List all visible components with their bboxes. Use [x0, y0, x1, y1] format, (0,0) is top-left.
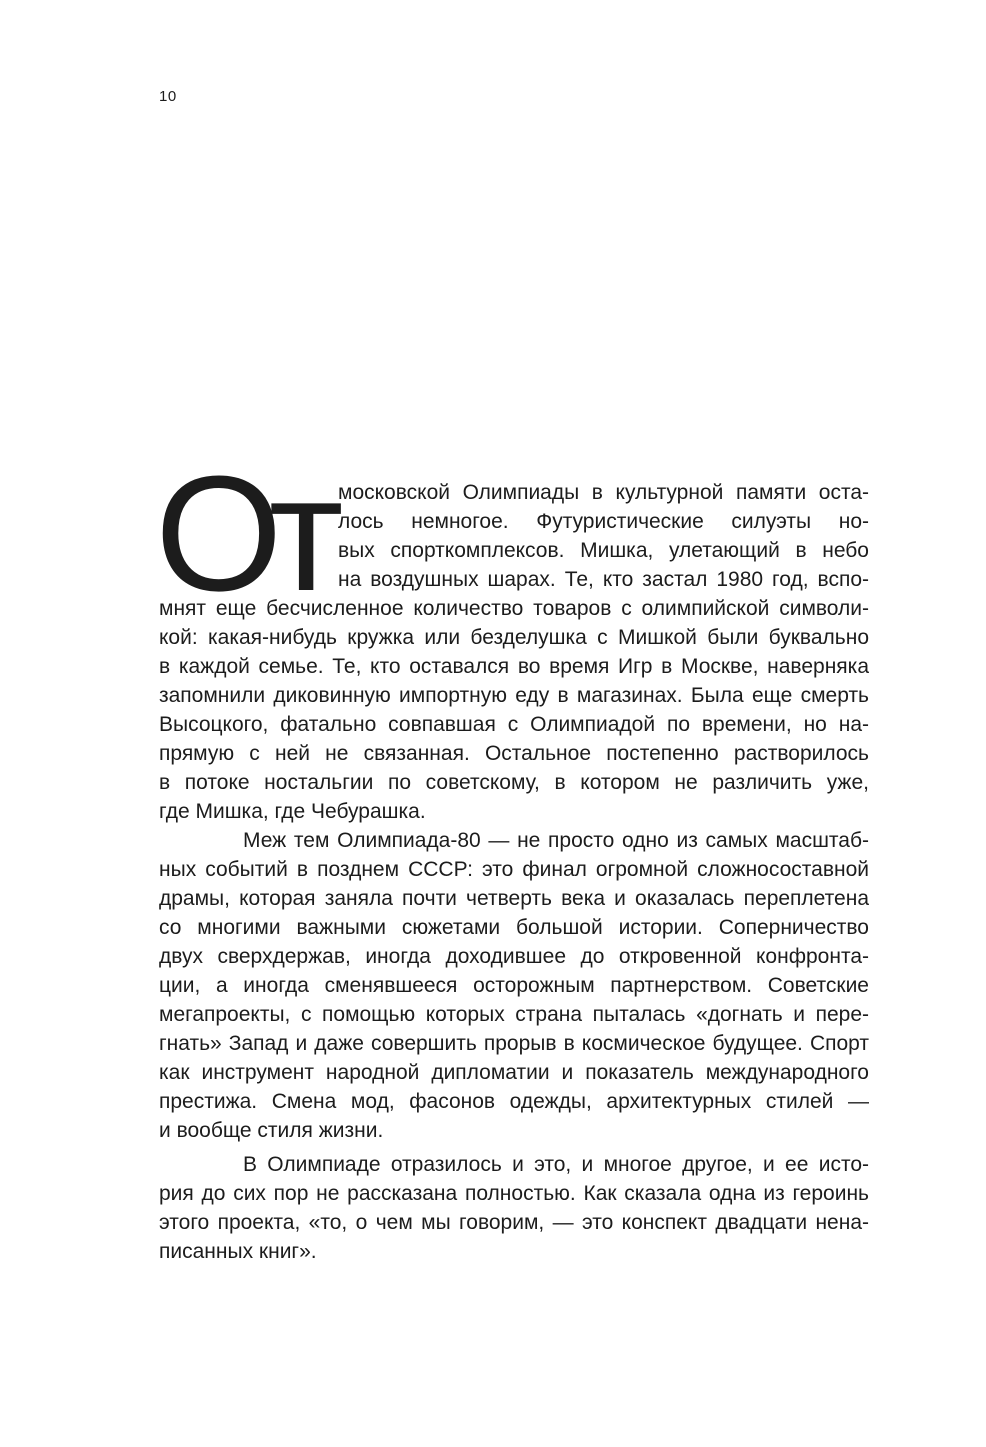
text-line: мегапроекты, с помощью которых страна пыталась «догнать и пере-	[159, 1003, 869, 1026]
text-line: престижа. Смена мод, фасонов одежды, архитектурных стилей —	[159, 1090, 869, 1113]
text-line: вых спорткомплексов. Мишка, улетающий в небо	[338, 539, 869, 562]
text-line: прямую с ней не связанная. Остальное постепенно растворилось	[159, 742, 869, 765]
text-line: Меж тем Олимпиада-80 — не просто одно из самых масштаб-	[243, 829, 869, 852]
text-line: московской Олимпиады в культурной памяти оста-	[338, 481, 869, 504]
text-line: этого проекта, «то, о чем мы говорим, — это конспект двадцати нена-	[159, 1211, 869, 1234]
paragraph-2-block	[159, 826, 869, 1145]
paragraph-1-dropcap-block	[338, 478, 869, 594]
text-line: где Мишка, где Чебурашка.	[159, 800, 426, 823]
text-line: Высоцкого, фатально совпавшая с Олимпиадой по времени, но на-	[159, 713, 869, 736]
text-line: в потоке ностальгии по советскому, в котором не различить уже,	[159, 771, 869, 794]
text-line: гнать» Запад и даже совершить прорыв в космическое будущее. Спорт	[159, 1032, 869, 1055]
text-line: лось немногое. Футуристические силуэты но-	[338, 510, 869, 533]
text-line: ции, а иногда сменявшееся осторожным партнерством. Советские	[159, 974, 869, 997]
text-line: как инструмент народной дипломатии и показатель международного	[159, 1061, 869, 1084]
text-line: ных событий в позднем СССР: это финал огромной сложносоставной	[159, 858, 869, 881]
text-line: на воздушных шарах. Те, кто застал 1980 год, вспо-	[338, 568, 869, 591]
paragraph-1-block	[159, 594, 869, 826]
drop-cap: От	[155, 442, 330, 625]
text-line: двух сверхдержав, иногда доходившее до откровенной конфронта-	[159, 945, 869, 968]
text-line: и вообще стиля жизни.	[159, 1119, 384, 1142]
text-line: рия до сих пор не рассказана полностью. Как сказала одна из героинь	[159, 1182, 869, 1205]
text-line: в каждой семье. Те, кто оставался во время Игр в Москве, наверняка	[159, 655, 869, 678]
text-line: запомнили диковинную импортную еду в магазинах. Была еще смерть	[159, 684, 869, 707]
text-line: В Олимпиаде отразилось и это, и многое другое, и ее исто-	[243, 1153, 869, 1176]
text-line: драмы, которая заняла почти четверть века и оказалась переплетена	[159, 887, 869, 910]
text-line: мнят еще бесчисленное количество товаров с олимпийской символи-	[159, 597, 869, 620]
paragraph-3-block	[159, 1150, 869, 1266]
text-line: писанных книг».	[159, 1240, 317, 1263]
text-line: кой: какая-нибудь кружка или безделушка с Мишкой были буквально	[159, 626, 869, 649]
page-number: 10	[159, 88, 177, 105]
text-line: со многими важными сюжетами большой истории. Соперничество	[159, 916, 869, 939]
